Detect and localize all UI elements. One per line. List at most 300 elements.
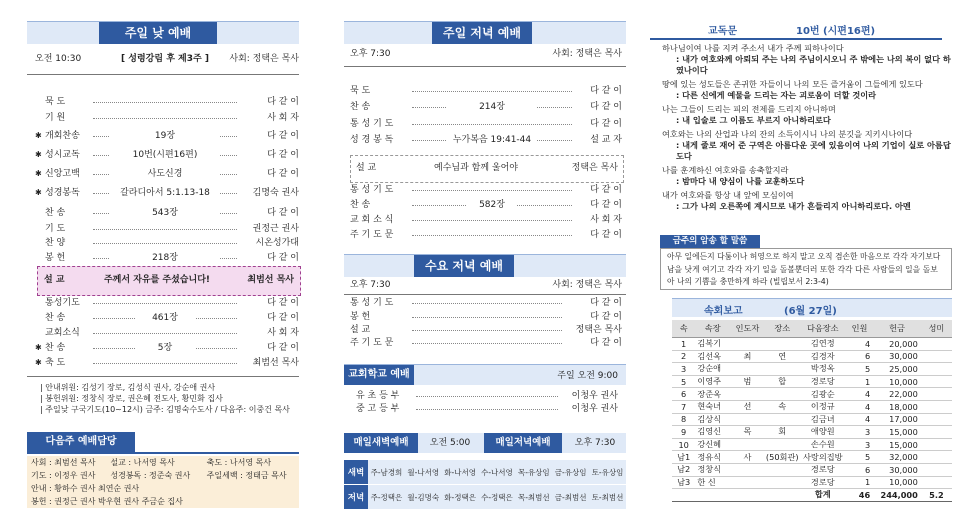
- report-cell: [921, 388, 952, 401]
- standing-mark-icon: ✱: [35, 131, 42, 140]
- standing-mark-icon: ✱: [35, 169, 42, 178]
- service-time: 오전 10:30: [35, 54, 82, 64]
- sunday-evening-header: [344, 21, 626, 44]
- reading-title: 교독문: [708, 26, 737, 37]
- report-cell: [921, 451, 952, 464]
- report-cell: 10,000: [873, 476, 921, 489]
- wednesday-time: 오후 7:30: [350, 280, 391, 290]
- row-label: 통 성 기 도: [350, 185, 394, 195]
- report-cell: 20,000: [873, 338, 921, 351]
- leader-dots: [412, 317, 562, 318]
- report-cell: 7: [672, 400, 695, 413]
- leader-dots: [412, 190, 572, 191]
- schedule-cell: 주-정택은: [368, 485, 405, 510]
- service-row: [350, 323, 622, 337]
- report-cell: 1: [672, 338, 695, 351]
- sunday-evening-title: 주일 저녁 예배: [432, 22, 532, 44]
- service-row: [45, 111, 299, 125]
- row-leader: 다 같 이: [587, 183, 622, 197]
- row-label: 기 원: [45, 113, 66, 123]
- report-col-header: 장소: [765, 320, 800, 338]
- row-leader: 사 회 자: [264, 111, 299, 125]
- schedule-cell: 수-정택은: [479, 485, 516, 510]
- service-row: [45, 311, 299, 325]
- report-cell: [921, 463, 952, 476]
- service-row: [45, 251, 299, 265]
- duty-row: [27, 469, 299, 482]
- eve-title: 매일저녁예배: [484, 433, 562, 453]
- row-leader: 다 같 이: [264, 311, 299, 325]
- service-row: [350, 228, 622, 242]
- report-cell: 박정옥: [800, 363, 846, 376]
- evening-sermon-row: [356, 161, 618, 175]
- leader-dots: [412, 220, 572, 221]
- duty-header: [27, 432, 299, 454]
- schedule-cell: 월-김명숙: [405, 485, 442, 510]
- leader-dots: [93, 333, 237, 334]
- service-row: [356, 389, 618, 403]
- service-row: [35, 129, 299, 143]
- divider: [344, 294, 626, 295]
- service-row: [350, 84, 622, 98]
- report-cell: 강신혜: [695, 438, 730, 451]
- report-cell: 32,000: [873, 451, 921, 464]
- service-row: [45, 206, 299, 220]
- report-cell: 30,000: [873, 350, 921, 363]
- reading-header: [650, 18, 942, 40]
- report-cell: 사랑의집방: [800, 451, 846, 464]
- report-cell: 1: [846, 375, 873, 388]
- standing-mark-icon: ✱: [35, 343, 42, 352]
- duty-cell: 축도 : 나서영 목사: [206, 458, 272, 467]
- school-header: [344, 364, 626, 385]
- reading-response: : 내 입술로 그 이름도 부르지 아니하리로다: [676, 115, 831, 125]
- leader-dots: [93, 363, 237, 364]
- report-cell: [921, 413, 952, 426]
- row-label: 통 성 기 도: [350, 298, 394, 308]
- report-cell: 3: [846, 438, 873, 451]
- report-total-cell: 244,000: [873, 489, 921, 502]
- report-cell: 한 신: [695, 476, 730, 489]
- report-cell: [765, 363, 800, 376]
- row-detail: 218장: [110, 251, 220, 265]
- report-cell: 25,000: [873, 363, 921, 376]
- report-cell: 경로당: [800, 375, 846, 388]
- service-row: [45, 326, 299, 340]
- report-total-cell: 합계: [800, 489, 846, 502]
- duty-cell: 성경봉독 : 정준숙 권사: [110, 471, 191, 480]
- report-col-header: 인원: [846, 320, 873, 338]
- row-detail: 누가복음 19:41-44: [447, 133, 537, 147]
- service-row: [350, 100, 622, 114]
- leader-dots: [93, 118, 237, 119]
- report-cell: 선: [730, 400, 765, 413]
- report-cell: [765, 338, 800, 351]
- report-row: [672, 363, 952, 376]
- report-cell: [765, 388, 800, 401]
- reading-column: [640, 0, 960, 528]
- leader-dots: [416, 396, 558, 397]
- report-cell: 범: [730, 375, 765, 388]
- row-leader: 다 같 이: [264, 148, 299, 162]
- schedule-row: [344, 485, 626, 510]
- row-label: 성경봉독: [45, 188, 80, 198]
- report-row: [672, 338, 952, 351]
- evening-sermon-title: 예수님과 함께 울어야: [434, 163, 518, 173]
- report-cell: 김금녀: [800, 413, 846, 426]
- report-cell: 속: [765, 400, 800, 413]
- duty-cell: 설교 : 나서영 목사: [110, 458, 175, 467]
- duty-cell: 기도 : 이정우 권사: [31, 471, 96, 480]
- report-total-cell: [730, 489, 765, 502]
- service-row: [45, 296, 299, 310]
- row-leader: 김명숙 권사: [250, 186, 299, 200]
- service-row: [35, 148, 299, 162]
- service-host: 사회: 정택은 목사: [229, 54, 299, 64]
- leader-dots: [412, 124, 572, 125]
- service-row: [350, 336, 622, 350]
- row-label: 신앙고백: [45, 169, 80, 179]
- reading-response: : 내게 줄로 재어 준 구역은 아름다운 곳에 있음이여 나의 기업이 실로 아름답도다: [676, 140, 951, 161]
- duty-cell: 안내 : 황하수 권사 최연순 권사: [31, 484, 140, 493]
- daily-schedule-table: [344, 460, 626, 510]
- row-label: 묵 도: [45, 97, 66, 107]
- report-cell: 4: [846, 413, 873, 426]
- report-total-cell: [672, 489, 695, 502]
- row-label: 주 기 도 문: [350, 338, 394, 348]
- report-cell: 김연정: [800, 338, 846, 351]
- report-cell: 사: [730, 451, 765, 464]
- standing-mark-icon: ✱: [35, 358, 42, 367]
- report-cell: 5: [846, 363, 873, 376]
- evening-sermon-preacher: 정택은 목사: [571, 163, 618, 173]
- report-cell: 남1: [672, 451, 695, 464]
- report-cell: [921, 375, 952, 388]
- report-cell: 18,000: [873, 400, 921, 413]
- sunday-morning-column: [0, 0, 320, 528]
- service-row: [45, 236, 299, 250]
- row-leader: 다 같 이: [587, 228, 622, 242]
- schedule-row: [344, 460, 626, 485]
- row-leader: 다 같 이: [264, 206, 299, 220]
- report-cell: [730, 338, 765, 351]
- reading-leader-line: 여호와는 나의 산업과 나의 잔의 소득이시니 나의 분깃을 지키시나이다: [662, 129, 913, 139]
- duty-cell: 사회 : 최범선 목사: [31, 458, 96, 467]
- report-cell: [765, 413, 800, 426]
- report-cell: [765, 476, 800, 489]
- memory-verse: 아무 일에든지 다툼이나 허영으로 하지 말고 오직 겸손한 마음으로 각각 자기보다 남을 낫게 여기고 각각 자기 일을 돌볼뿐더러 또한 각각 다른 사람들의 일을 돌보아 나의 기쁨을 충만하게 하라 (빌립보서 2:3-4): [660, 248, 952, 290]
- report-cell: [730, 363, 765, 376]
- evening-time: 오후 7:30: [350, 49, 391, 59]
- report-cell: 경로당: [800, 476, 846, 489]
- row-label: 찬 양: [45, 238, 66, 248]
- reading-leader-line: 나는 그들이 드리는 피의 전제를 드리지 아니하며: [662, 104, 836, 114]
- report-cell: 6: [846, 350, 873, 363]
- divider: [27, 376, 299, 377]
- report-cell: 4: [846, 388, 873, 401]
- row-leader: 정택은 목사: [573, 323, 622, 337]
- row-detail: 582장: [467, 198, 517, 212]
- row-leader: 다 같 이: [587, 100, 622, 114]
- row-leader: 다 같 이: [264, 167, 299, 181]
- row-label: 축 도: [45, 358, 66, 368]
- leader-dots: [412, 303, 562, 304]
- leader-dots: [93, 303, 237, 304]
- report-cell: 합: [765, 375, 800, 388]
- wednesday-info-line: [350, 278, 622, 292]
- note-offering: | 봉헌위원: 정창식 장로, 권은혜 전도사, 황민화 집사: [40, 394, 223, 403]
- row-leader: 사 회 자: [587, 213, 622, 227]
- row-label: 묵 도: [350, 86, 371, 96]
- report-total-cell: [695, 489, 730, 502]
- service-row: [350, 117, 622, 131]
- leader-dots: [416, 409, 558, 410]
- report-cell: 김광순: [800, 388, 846, 401]
- sermon-preacher: 최범선 목사: [247, 275, 294, 285]
- schedule-cell: 주-남경희: [368, 460, 405, 485]
- report-row: [672, 438, 952, 451]
- report-cell: 4: [846, 400, 873, 413]
- schedule-cell: 금-유상임: [552, 460, 589, 485]
- report-row: [672, 476, 952, 489]
- row-leader: 이청우 권사: [569, 389, 618, 403]
- report-cell: 1: [846, 476, 873, 489]
- report-cell: (50회관): [765, 451, 799, 462]
- report-cell: 10: [672, 438, 695, 451]
- duty-cell: 주일세백 : 정태금 목사: [206, 471, 287, 480]
- report-row: [672, 451, 952, 464]
- report-cell: 목: [730, 426, 765, 439]
- report-cell: 남3: [672, 476, 695, 489]
- row-detail: 갈라디아서 5:1.13-18: [110, 186, 220, 200]
- report-col-header: 성미: [921, 320, 952, 338]
- row-label: 기 도: [45, 224, 66, 234]
- row-leader: 다 같 이: [264, 296, 299, 310]
- report-row: [672, 388, 952, 401]
- duty-table: [27, 456, 299, 508]
- report-col-header: 속: [672, 320, 695, 338]
- schedule-cell: 목-최범선: [515, 485, 552, 510]
- report-cell: 회: [765, 426, 800, 439]
- report-total-cell: [765, 489, 800, 502]
- service-row: [35, 356, 299, 370]
- report-cell: [921, 338, 952, 351]
- report-cell: [921, 438, 952, 451]
- evening-column: [334, 0, 626, 528]
- dawn-time: 오전 5:00: [429, 438, 471, 448]
- leader-dots: [93, 243, 237, 244]
- report-cell: 22,000: [873, 388, 921, 401]
- service-info-line: [35, 52, 299, 66]
- dawn-title: 매일새벽예배: [344, 433, 418, 453]
- reading-leader-line: 내가 여호와를 항상 내 앞에 모심이여: [662, 190, 794, 200]
- duty-row: [27, 456, 299, 469]
- report-cell: 6: [672, 388, 695, 401]
- row-label: 성시교독: [45, 150, 80, 160]
- schedule-cell: 수-나서영: [479, 460, 516, 485]
- duty-title: 다음주 예배담당: [27, 432, 135, 452]
- row-leader: 사 회 자: [264, 326, 299, 340]
- note-prayer: | 주일낮 구국기도(10~12시) 금주: 김명숙수도사 / 다음주: 이중건 목사: [40, 405, 290, 414]
- row-leader: 이청우 권사: [569, 402, 618, 416]
- row-label: 찬 송: [350, 200, 371, 210]
- row-label: 교 회 소 식: [350, 215, 394, 225]
- standing-mark-icon: ✱: [35, 188, 42, 197]
- duty-row: [27, 495, 299, 508]
- row-detail: 214장: [447, 100, 537, 114]
- report-cell: [730, 476, 765, 489]
- sunday-morning-header: [27, 21, 299, 44]
- report-cell: 김선옥: [695, 350, 730, 363]
- row-label: 통 성 기 도: [350, 119, 394, 129]
- service-row: [350, 133, 622, 147]
- report-cell: 6: [846, 463, 873, 476]
- notes: [40, 382, 290, 415]
- report-total-cell: 5.2: [921, 489, 952, 502]
- reading-ref: 10번 (시편16편): [796, 26, 876, 37]
- school-time: 주일 오전 9:00: [557, 371, 618, 381]
- schedule-cell: 화-정택은: [442, 485, 479, 510]
- report-cell: 5: [672, 375, 695, 388]
- report-row: [672, 400, 952, 413]
- report-cell: 애양원: [800, 426, 846, 439]
- report-cell: 경로당: [800, 463, 846, 476]
- report-cell: 김상식: [695, 413, 730, 426]
- report-cell: 정창식: [695, 463, 730, 476]
- row-leader: 다 같 이: [587, 198, 622, 212]
- row-detail: 10번(시편16편): [110, 148, 220, 162]
- row-label: 통성기도: [45, 298, 80, 308]
- divider: [344, 66, 626, 67]
- report-cell: 5: [846, 451, 873, 464]
- reading-response: : 내가 여호와께 아뢰되 주는 나의 주님이시오니 주 밖에는 나의 복이 없다 하였나이다: [676, 54, 951, 75]
- service-row: [350, 183, 622, 197]
- row-leader: 설 교 자: [587, 133, 622, 147]
- report-row: [672, 375, 952, 388]
- reading-response: : 밤마다 내 양심이 나를 교훈하도다: [676, 176, 805, 186]
- row-leader: 다 같 이: [264, 251, 299, 265]
- schedule-cell: 금-최범선: [552, 485, 589, 510]
- report-title: 속회보고: [704, 306, 743, 317]
- report-cell: [921, 350, 952, 363]
- row-leader: 다 같 이: [587, 310, 622, 324]
- sermon-row: [44, 273, 294, 287]
- report-cell: [921, 476, 952, 489]
- schedule-cell: 화-나서영: [442, 460, 479, 485]
- responsive-reading: [662, 43, 952, 215]
- report-cell: 장준옥: [695, 388, 730, 401]
- daily-header: [344, 433, 626, 453]
- evening-sermon-label: 설 교: [356, 163, 377, 173]
- duty-cell: 봉헌 : 권정근 권사 박우현 권사 주금순 집사: [31, 497, 183, 506]
- row-label: 성 경 봉 독: [350, 135, 394, 145]
- report-cell: [765, 463, 800, 476]
- service-row: [350, 310, 622, 324]
- sermon-label: 설 교: [44, 275, 65, 285]
- report-cell: 이영주: [695, 375, 730, 388]
- divider: [27, 74, 299, 75]
- report-cell: 남2: [672, 463, 695, 476]
- leader-dots: [412, 91, 572, 92]
- report-header: [672, 298, 952, 317]
- report-cell: 강순애: [695, 363, 730, 376]
- report-cell: 정유식: [695, 451, 730, 464]
- schedule-cell: 월-나서영: [405, 460, 442, 485]
- report-cell: 김영신: [695, 426, 730, 439]
- row-detail: 5장: [135, 341, 195, 355]
- row-label: 설 교: [350, 325, 371, 335]
- report-table: [672, 320, 952, 502]
- report-cell: 9: [672, 426, 695, 439]
- evening-info-line: [350, 47, 622, 61]
- row-label: 중 고 등 부: [356, 404, 400, 414]
- standing-mark-icon: ✱: [35, 150, 42, 159]
- sunday-morning-title: 주일 낮 예배: [99, 22, 217, 44]
- note-ushers: | 안내위원: 김성기 장로, 김성식 권사, 강순애 권사: [40, 383, 216, 392]
- report-cell: 8: [672, 413, 695, 426]
- schedule-side-label: 새벽: [344, 460, 368, 485]
- service-row: [35, 167, 299, 181]
- row-detail: 19장: [110, 129, 220, 143]
- schedule-cell: 토-최범선: [589, 485, 626, 510]
- report-row: [672, 463, 952, 476]
- report-cell: [921, 363, 952, 376]
- eve-time: 오후 7:30: [574, 438, 616, 448]
- report-cell: 김복기: [695, 338, 730, 351]
- row-leader: 시온성가대: [253, 236, 299, 250]
- report-cell: [921, 400, 952, 413]
- report-cell: [730, 438, 765, 451]
- wednesday-title: 수요 저녁 예배: [414, 255, 514, 277]
- service-row: [45, 222, 299, 236]
- report-cell: [921, 426, 952, 439]
- row-detail: 461장: [135, 311, 195, 325]
- service-row: [350, 296, 622, 310]
- leader-dots: [412, 330, 562, 331]
- report-cell: 30,000: [873, 463, 921, 476]
- report-row: [672, 413, 952, 426]
- row-label: 봉 헌: [350, 312, 371, 322]
- report-cell: 15,000: [873, 438, 921, 451]
- service-row: [35, 341, 299, 355]
- row-detail: 543장: [110, 206, 220, 220]
- school-title: 교회학교 예배: [344, 365, 414, 385]
- report-cell: [730, 413, 765, 426]
- evening-host: 사회: 정택은 목사: [552, 49, 622, 59]
- row-label: 주 기 도 문: [350, 230, 394, 240]
- leader-dots: [93, 229, 237, 230]
- report-total-row: [672, 489, 952, 502]
- report-cell: 4: [846, 338, 873, 351]
- wednesday-host: 사회: 정택은 목사: [552, 280, 622, 290]
- row-leader: 다 같 이: [587, 117, 622, 131]
- row-label: 찬 송: [45, 313, 66, 323]
- row-leader: 다 같 이: [587, 296, 622, 310]
- row-leader: 다 같 이: [587, 336, 622, 350]
- duty-row: [27, 482, 299, 495]
- report-cell: 이정규: [800, 400, 846, 413]
- report-row: [672, 350, 952, 363]
- report-cell: 현숙녀: [695, 400, 730, 413]
- report-col-header: 속장: [695, 320, 730, 338]
- report-cell: [730, 388, 765, 401]
- row-label: 개회찬송: [45, 131, 80, 141]
- leader-dots: [412, 235, 572, 236]
- sermon-title: 주께서 자유를 주셨습니다!: [103, 275, 210, 285]
- report-cell: [730, 463, 765, 476]
- row-leader: 다 같 이: [587, 84, 622, 98]
- row-leader: 다 같 이: [264, 95, 299, 109]
